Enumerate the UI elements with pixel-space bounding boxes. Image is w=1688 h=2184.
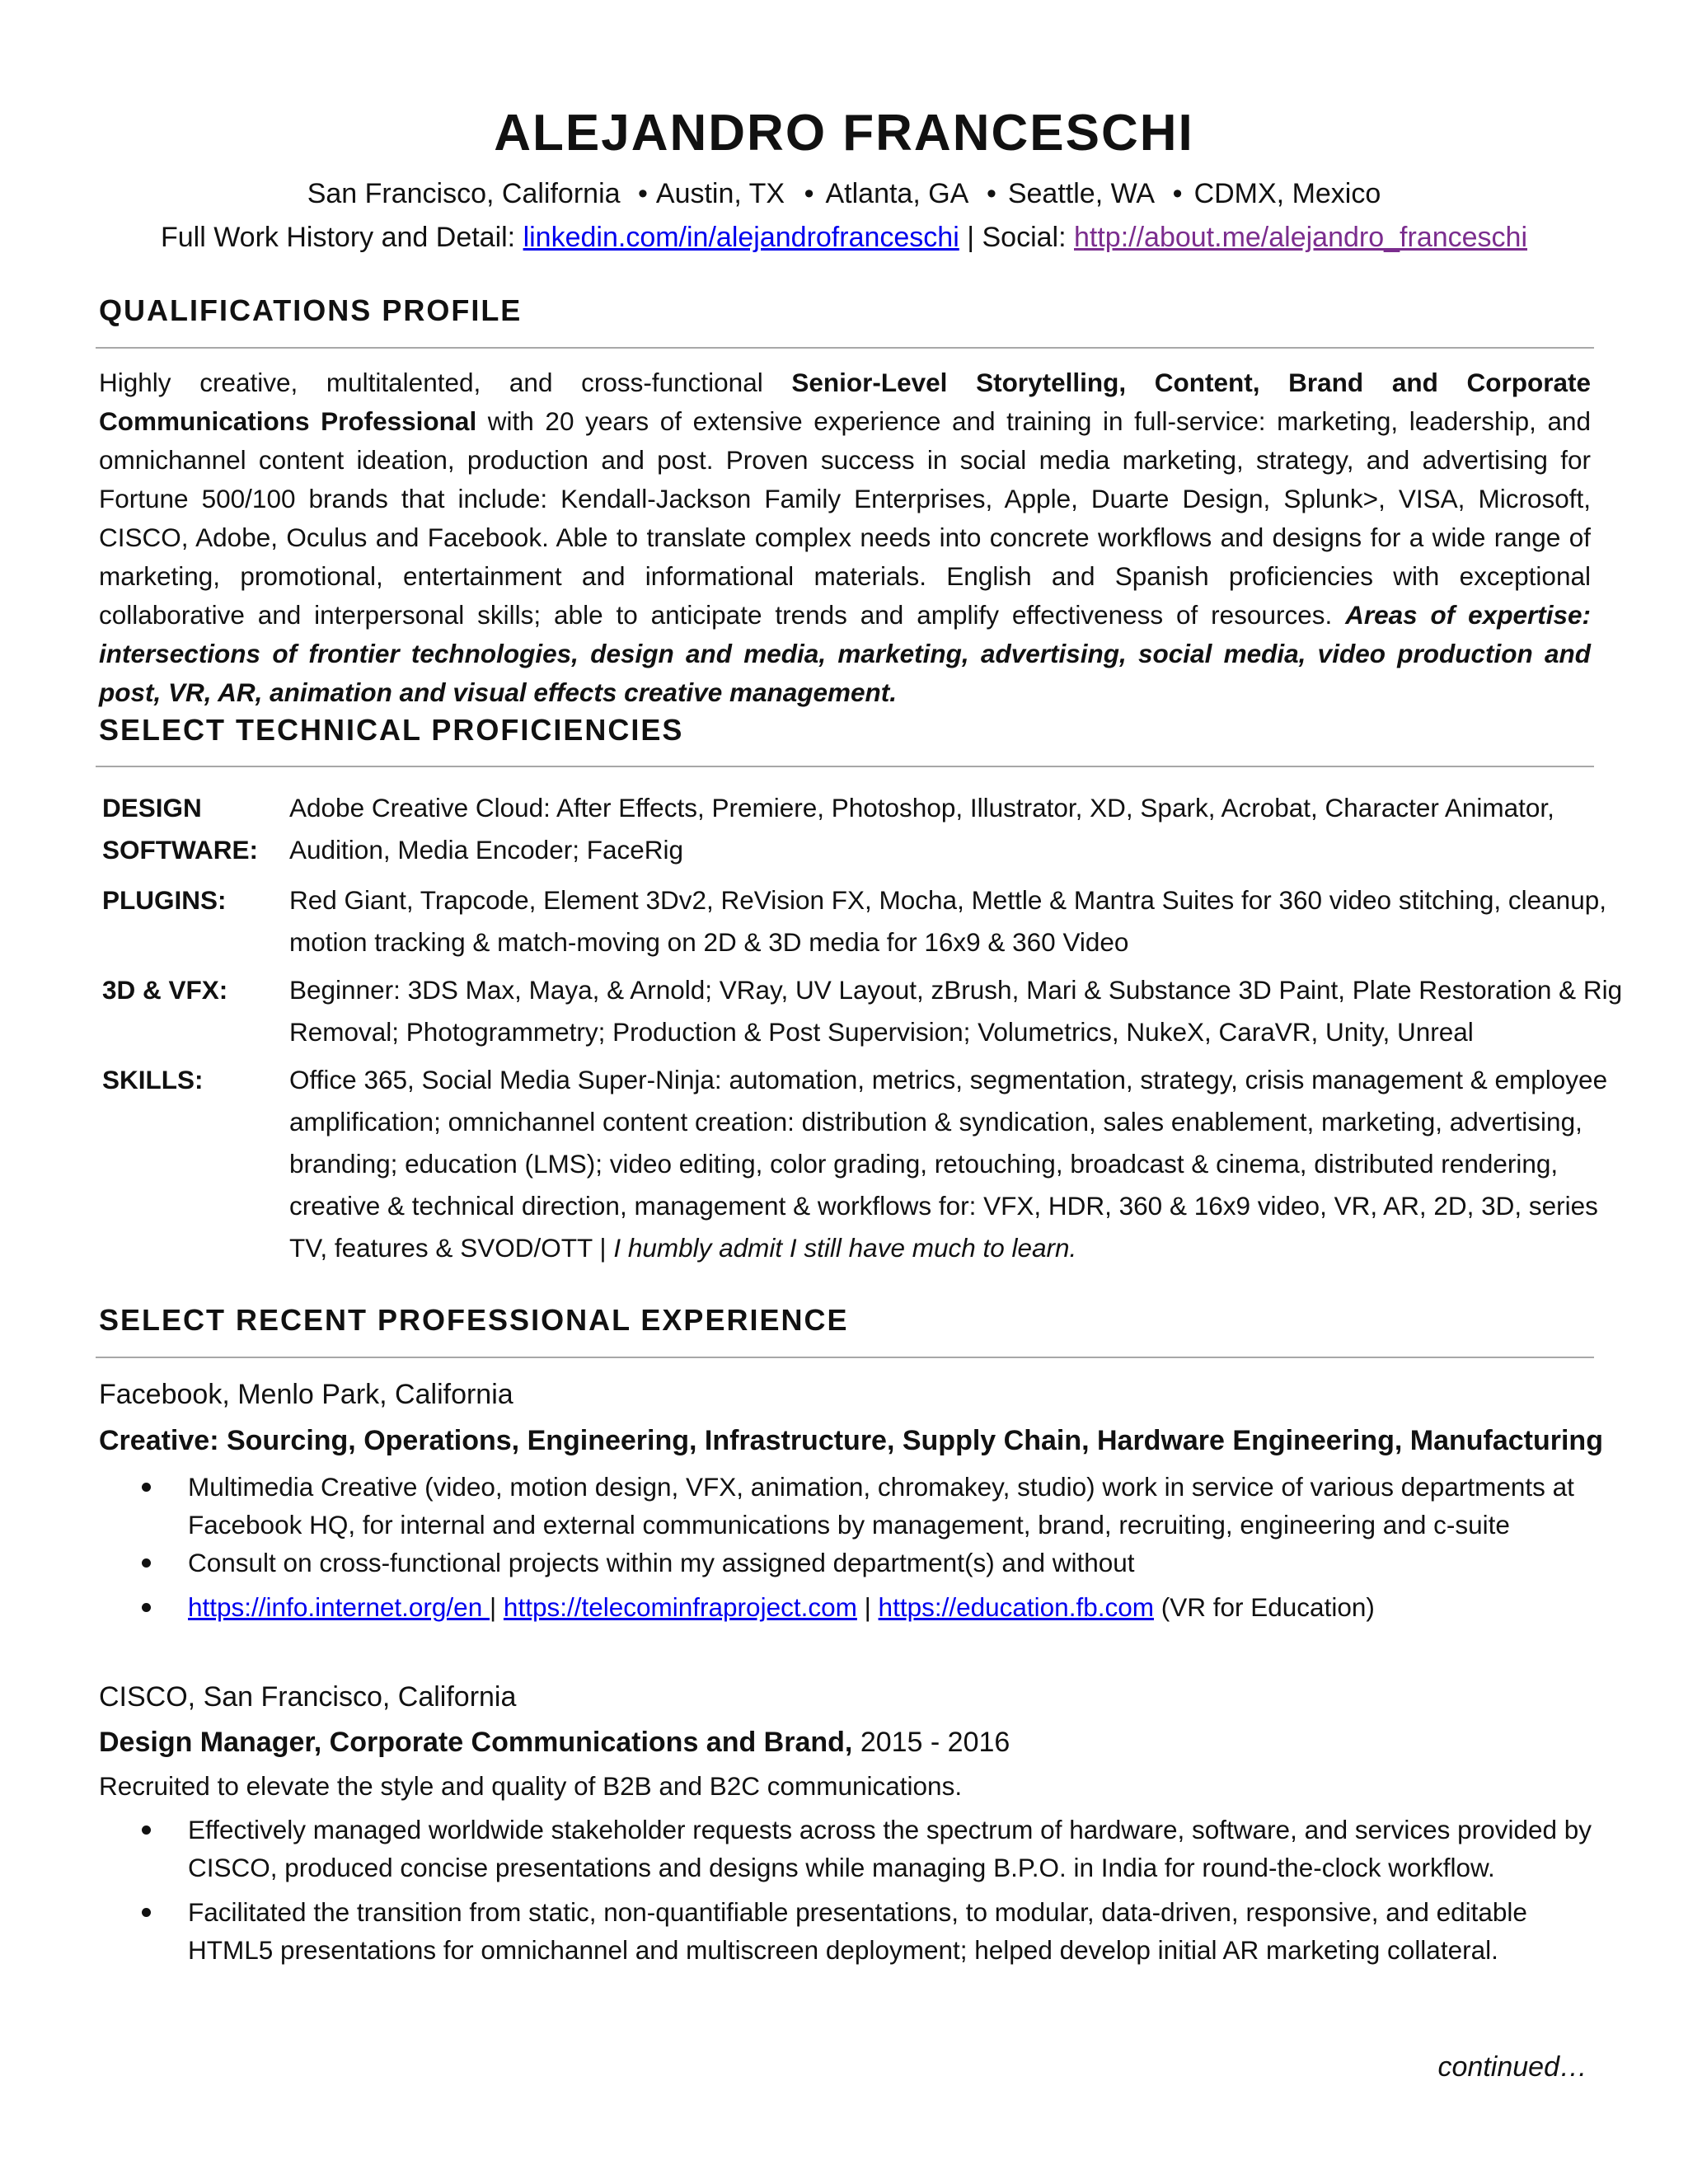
education-fb-link[interactable]: https://education.fb.com — [878, 1592, 1154, 1622]
location: Austin, TX — [655, 178, 785, 209]
company-facebook: Facebook, Menlo Park, California — [99, 1379, 513, 1410]
list-item — [99, 1544, 1595, 1582]
list-item — [99, 1811, 1595, 1886]
proficiency-label-line: DESIGN — [102, 793, 202, 823]
proficiency-text: Red Giant, Trapcode, Element 3Dv2, ReVision FX, Mocha, Mettle & Mantra Suites for 360 video stitching, cleanup, motion tracking & match-moving on 2D & 3D media for 16x9 & 360 Video — [289, 885, 1606, 957]
bullet-dot — [142, 1483, 151, 1492]
bullet-text: Facilitated the transition from static, non-quantifiable presentations, to modular, data-driven, responsive, and editable HTML5 presentations for omnichannel and multiscreen deployment; helped develop initial AR marketing collateral. — [188, 1897, 1527, 1965]
section-divider — [96, 1357, 1594, 1358]
bullet-text: Consult on cross-functional projects within my assigned department(s) and without — [188, 1548, 1135, 1577]
locations-line — [0, 176, 1688, 212]
proficiency-text: Adobe Creative Cloud: After Effects, Premiere, Photoshop, Illustrator, XD, Spark, Acrobat, Character Animator, Audition, Media Encoder; FaceRig — [289, 793, 1554, 865]
telecom-infra-link[interactable]: https://telecominfraproject.com — [503, 1592, 857, 1622]
profile-intro: Highly creative, multitalented, and cross-functional — [99, 368, 792, 397]
bullet-text: Effectively managed worldwide stakeholder requests across the spectrum of hardware, software, and services provided by CISCO, produced concise presentations and designs while managing B.P.O. in India for round-the-clock workflow. — [188, 1815, 1592, 1882]
section-title-technical: SELECT TECHNICAL PROFICIENCIES — [99, 713, 684, 747]
history-label: Full Work History and Detail: — [160, 222, 523, 253]
role-title: Design Manager, Corporate Communications and Brand, — [99, 1727, 853, 1758]
bullet-text: Multimedia Creative (video, motion design, VFX, animation, chromakey, studio) work in service of various departments at Facebook HQ, for internal and external communications by management, brand, recruiting, engineering and c-suite — [188, 1472, 1574, 1540]
bullet-separator: • — [637, 178, 648, 209]
facebook-bullets — [99, 1468, 1595, 1626]
link-separator: | — [959, 222, 982, 253]
bullet-separator: • — [804, 178, 814, 209]
linkedin-link[interactable]: linkedin.com/in/alejandrofranceschi — [523, 222, 959, 253]
role-facebook — [99, 1422, 1603, 1459]
location: San Francisco, California — [307, 178, 621, 209]
skills-note: I humbly admit I still have much to learn. — [613, 1233, 1077, 1263]
proficiency-label — [102, 787, 275, 871]
profile-links-line — [0, 219, 1688, 255]
proficiency-text: Beginner: 3DS Max, Maya, & Arnold; VRay, UV Layout, zBrush, Mari & Substance 3D Paint, Plate Restoration & Rig Removal; Photogrammetry; Production & Post Supervision; Volumetrics, NukeX, CaraVR, Unity, Unreal — [289, 975, 1623, 1047]
proficiency-label: 3D & VFX: — [102, 975, 228, 1005]
bullet-separator: • — [986, 178, 996, 209]
location: Seattle, WA — [1007, 178, 1154, 209]
candidate-name: ALEJANDRO FRANCESCHI — [494, 105, 1194, 162]
bullet-dot — [142, 1908, 151, 1917]
section-title-experience: SELECT RECENT PROFESSIONAL EXPERIENCE — [99, 1303, 849, 1337]
social-link[interactable]: http://about.me/alejandro_franceschi — [1074, 222, 1528, 253]
bullet-separator: • — [1172, 178, 1183, 209]
skills-text: Office 365, Social Media Super-Ninja: automation, metrics, segmentation, strategy, crisis management & employee amplification; omnichannel content creation: distribution & syndication, sales enablement, marketing, advertising, branding; education (LMS); video editing, color grading, retouching, broadcast & cinema, distributed rendering, creative & technical direction, management & workflows for: VFX, HDR, 360 & 16x9 video, VR, AR, 2D, 3D, series TV, features & SVOD/OTT | — [289, 1065, 1608, 1263]
company-cisco: CISCO, San Francisco, California — [99, 1681, 517, 1713]
internet-org-link[interactable]: https://info.internet.org/en — [188, 1592, 490, 1622]
link-separator: | — [489, 1592, 504, 1622]
role-cisco — [99, 1724, 1010, 1760]
profile-expertise: Areas of expertise: intersections of frontier technologies, design and media, marketing, advertising, social media, video production and post, VR, AR, animation and visual effects creative management. — [99, 600, 1591, 707]
proficiency-text — [289, 1059, 1625, 1269]
location: CDMX, Mexico — [1193, 178, 1381, 209]
section-divider — [96, 347, 1594, 349]
proficiency-label-line: SOFTWARE: — [102, 835, 258, 865]
list-item — [99, 1468, 1595, 1544]
cisco-bullets — [99, 1811, 1595, 1969]
profile-headline: Senior-Level Storytelling, Content, Brand and Corporate Communications Professional — [99, 368, 1591, 436]
link-suffix: (VR for Education) — [1154, 1592, 1375, 1622]
bullet-dot — [142, 1558, 151, 1568]
cisco-summary: Recruited to elevate the style and quality of B2B and B2C communications. — [99, 1771, 963, 1801]
continued-note: continued… — [1437, 2051, 1587, 2083]
section-divider — [96, 766, 1594, 767]
list-item — [99, 1588, 1595, 1626]
proficiency-label: SKILLS: — [102, 1065, 204, 1094]
bullet-dot — [142, 1603, 151, 1612]
qualifications-paragraph — [99, 363, 1591, 712]
location: Atlanta, GA — [825, 178, 968, 209]
profile-body: with 20 years of extensive experience and training in full-service: marketing, leadership, and omnichannel content ideation, production and post. Proven success in social media marketing, strategy, and advertising for Fortune 500/100 brands that include: Kendall-Jackson Family Enterprises, Apple, Duarte Design, Splunk>, VISA, Microsoft, CISCO, Adobe, Oculus and Facebook. Able to translate complex needs into concrete workflows and designs for a wide range of marketing, promotional, entertainment and informational materials. English and Spanish proficiencies with exceptional collaborative and interpersonal skills; able to anticipate trends and amplify effectiveness of resources. — [99, 406, 1592, 630]
proficiency-label: PLUGINS: — [102, 885, 227, 915]
role-dates: 2015 - 2016 — [852, 1727, 1010, 1758]
role-title: Creative: Sourcing, Operations, Engineering, Infrastructure, Supply Chain, Hardware Engineering, Manufacturing — [99, 1425, 1603, 1456]
link-separator: | — [856, 1592, 879, 1622]
section-title-qualifications: QUALIFICATIONS PROFILE — [99, 293, 523, 327]
social-label: Social: — [982, 222, 1074, 253]
list-item — [99, 1893, 1595, 1969]
bullet-dot — [142, 1825, 151, 1835]
